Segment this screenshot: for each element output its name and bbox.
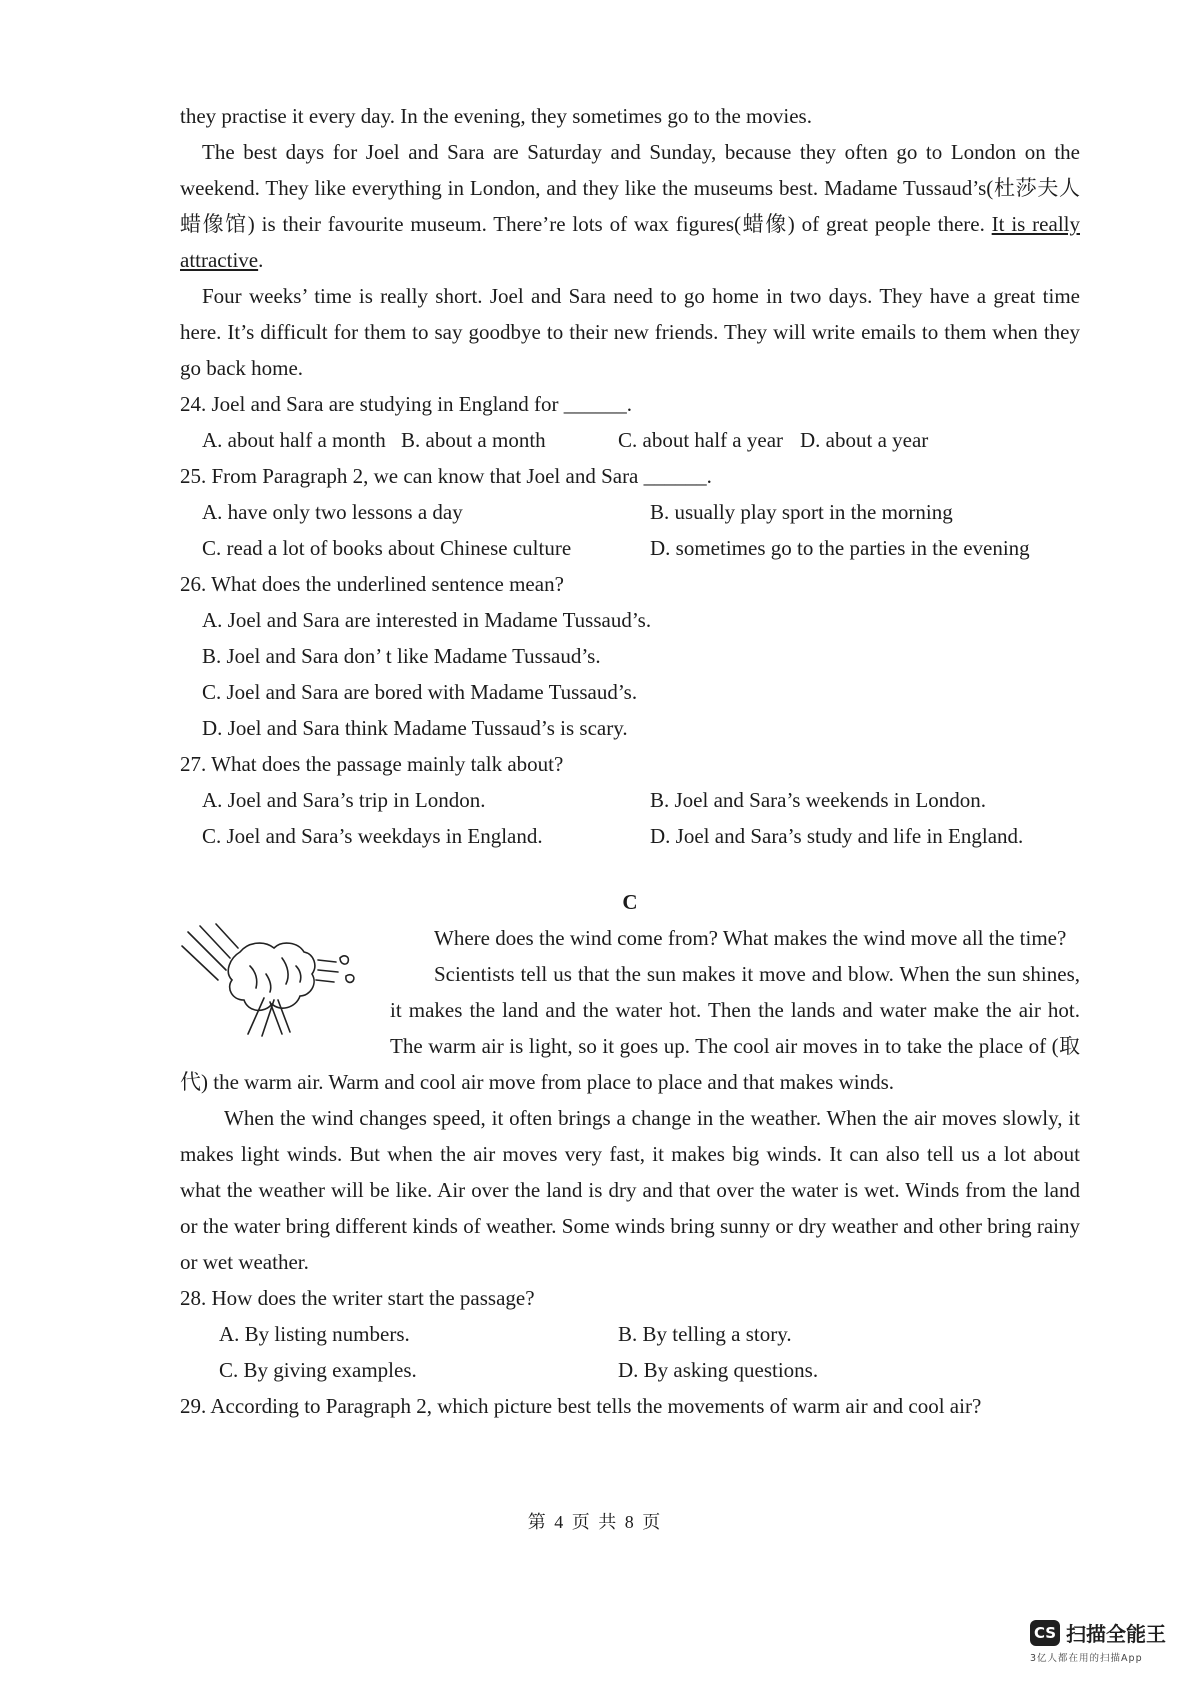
cs-logo-icon: CS (1030, 1620, 1060, 1646)
question-25-options (180, 494, 1080, 566)
question-26-options (180, 602, 1080, 746)
option-c[interactable]: C. about half a year (618, 428, 784, 452)
watermark-name: 扫描全能王 (1066, 1622, 1166, 1646)
option-b[interactable]: B. usually play sport in the morning (650, 500, 953, 524)
page-number: 第 4 页 共 8 页 (527, 1512, 663, 1532)
option-c[interactable]: C. Joel and Sara’s weekdays in England. (202, 824, 543, 848)
option-b[interactable]: B. By telling a story. (618, 1322, 792, 1346)
option-d[interactable]: D. Joel and Sara’s study and life in England. (650, 824, 1024, 848)
option-d[interactable]: D. about a year (800, 428, 929, 452)
paragraph-text: The best days for Joel and Sara are Saturday and Sunday, because they often go to London on the weekend. They like everything in London, and they like the museums best. Madame Tussaud’s(杜莎夫人蜡像馆) is their favourite museum. There’re lots of wax figures(蜡像) of great people there. (180, 140, 1080, 236)
question-24: 24. Joel and Sara are studying in England for ______. (180, 392, 632, 416)
passage-c-paragraph-3: When the wind changes speed, it often brings a change in the weather. When the air moves slowly, it makes light winds. But when the air moves very fast, it makes big winds. It can also tell us a lot about what the weather will be like. Air over the land is dry and that over the water is wet. Winds from the land or the water bring different kinds of weather. Some winds bring sunny or dry weather and other bring rainy or wet weather. (180, 1106, 1080, 1274)
exam-page (180, 98, 1080, 1424)
question-24-options (180, 422, 1080, 458)
option-b[interactable]: B. Joel and Sara don’ t like Madame Tussaud’s. (202, 644, 601, 668)
option-c[interactable]: C. read a lot of books about Chinese culture (202, 536, 572, 560)
option-c[interactable]: C. By giving examples. (219, 1358, 417, 1382)
option-b[interactable]: B. Joel and Sara’s weekends in London. (650, 788, 986, 812)
option-c[interactable]: C. Joel and Sara are bored with Madame Tussaud’s. (202, 680, 638, 704)
passage-b-paragraph-1-end: they practise it every day. In the evening, they sometimes go to the movies. (180, 104, 812, 128)
question-25: 25. From Paragraph 2, we can know that Joel and Sara ______. (180, 464, 712, 488)
question-26: 26. What does the underlined sentence mean? (180, 572, 564, 596)
question-29: 29. According to Paragraph 2, which picture best tells the movements of warm air and cool air? (180, 1394, 982, 1418)
passage-c-paragraph-1: Where does the wind come from? What makes the wind move all the time? (434, 926, 1067, 950)
section-heading: C (622, 890, 638, 914)
scanner-watermark (1030, 1618, 1180, 1672)
passage-c-intro (180, 920, 1080, 1100)
option-b[interactable]: B. about a month (401, 428, 546, 452)
question-28-options (180, 1316, 1080, 1388)
passage-b-paragraph-3: Four weeks’ time is really short. Joel and Sara need to go home in two days. They have a great time here. It’s difficult for them to say goodbye to their new friends. They will write emails to them when they go back home. (180, 284, 1080, 380)
paragraph-text-end: . (258, 248, 264, 272)
option-a[interactable]: A. Joel and Sara’s trip in London. (202, 788, 486, 812)
option-d[interactable]: D. sometimes go to the parties in the evening (650, 536, 1030, 560)
option-a[interactable]: A. have only two lessons a day (202, 500, 463, 524)
option-a[interactable]: A. By listing numbers. (219, 1322, 410, 1346)
question-27: 27. What does the passage mainly talk about? (180, 752, 564, 776)
option-a[interactable]: A. about half a month (202, 428, 386, 452)
watermark-tagline: 3亿人都在用的扫描App (1030, 1653, 1143, 1664)
question-28: 28. How does the writer start the passage? (180, 1286, 535, 1310)
option-a[interactable]: A. Joel and Sara are interested in Madame Tussaud’s. (202, 608, 652, 632)
question-27-options (180, 782, 1080, 854)
underlined-sentence: It is really attractive (180, 212, 1080, 272)
windy-tree-illustration (178, 922, 378, 1042)
passage-c-paragraph-2: Scientists tell us that the sun makes it move and blow. When the sun shines, it makes the land and the water hot. Then the lands and water make the air hot. The warm air is light, so it goes up. The cool air moves in to take the place of (取代) the warm air. Warm and cool air move from place to place and that makes winds. (180, 962, 1080, 1094)
option-d[interactable]: D. Joel and Sara think Madame Tussaud’s is scary. (202, 716, 628, 740)
option-d[interactable]: D. By asking questions. (618, 1358, 819, 1382)
passage-b-paragraph-2 (180, 134, 1080, 278)
